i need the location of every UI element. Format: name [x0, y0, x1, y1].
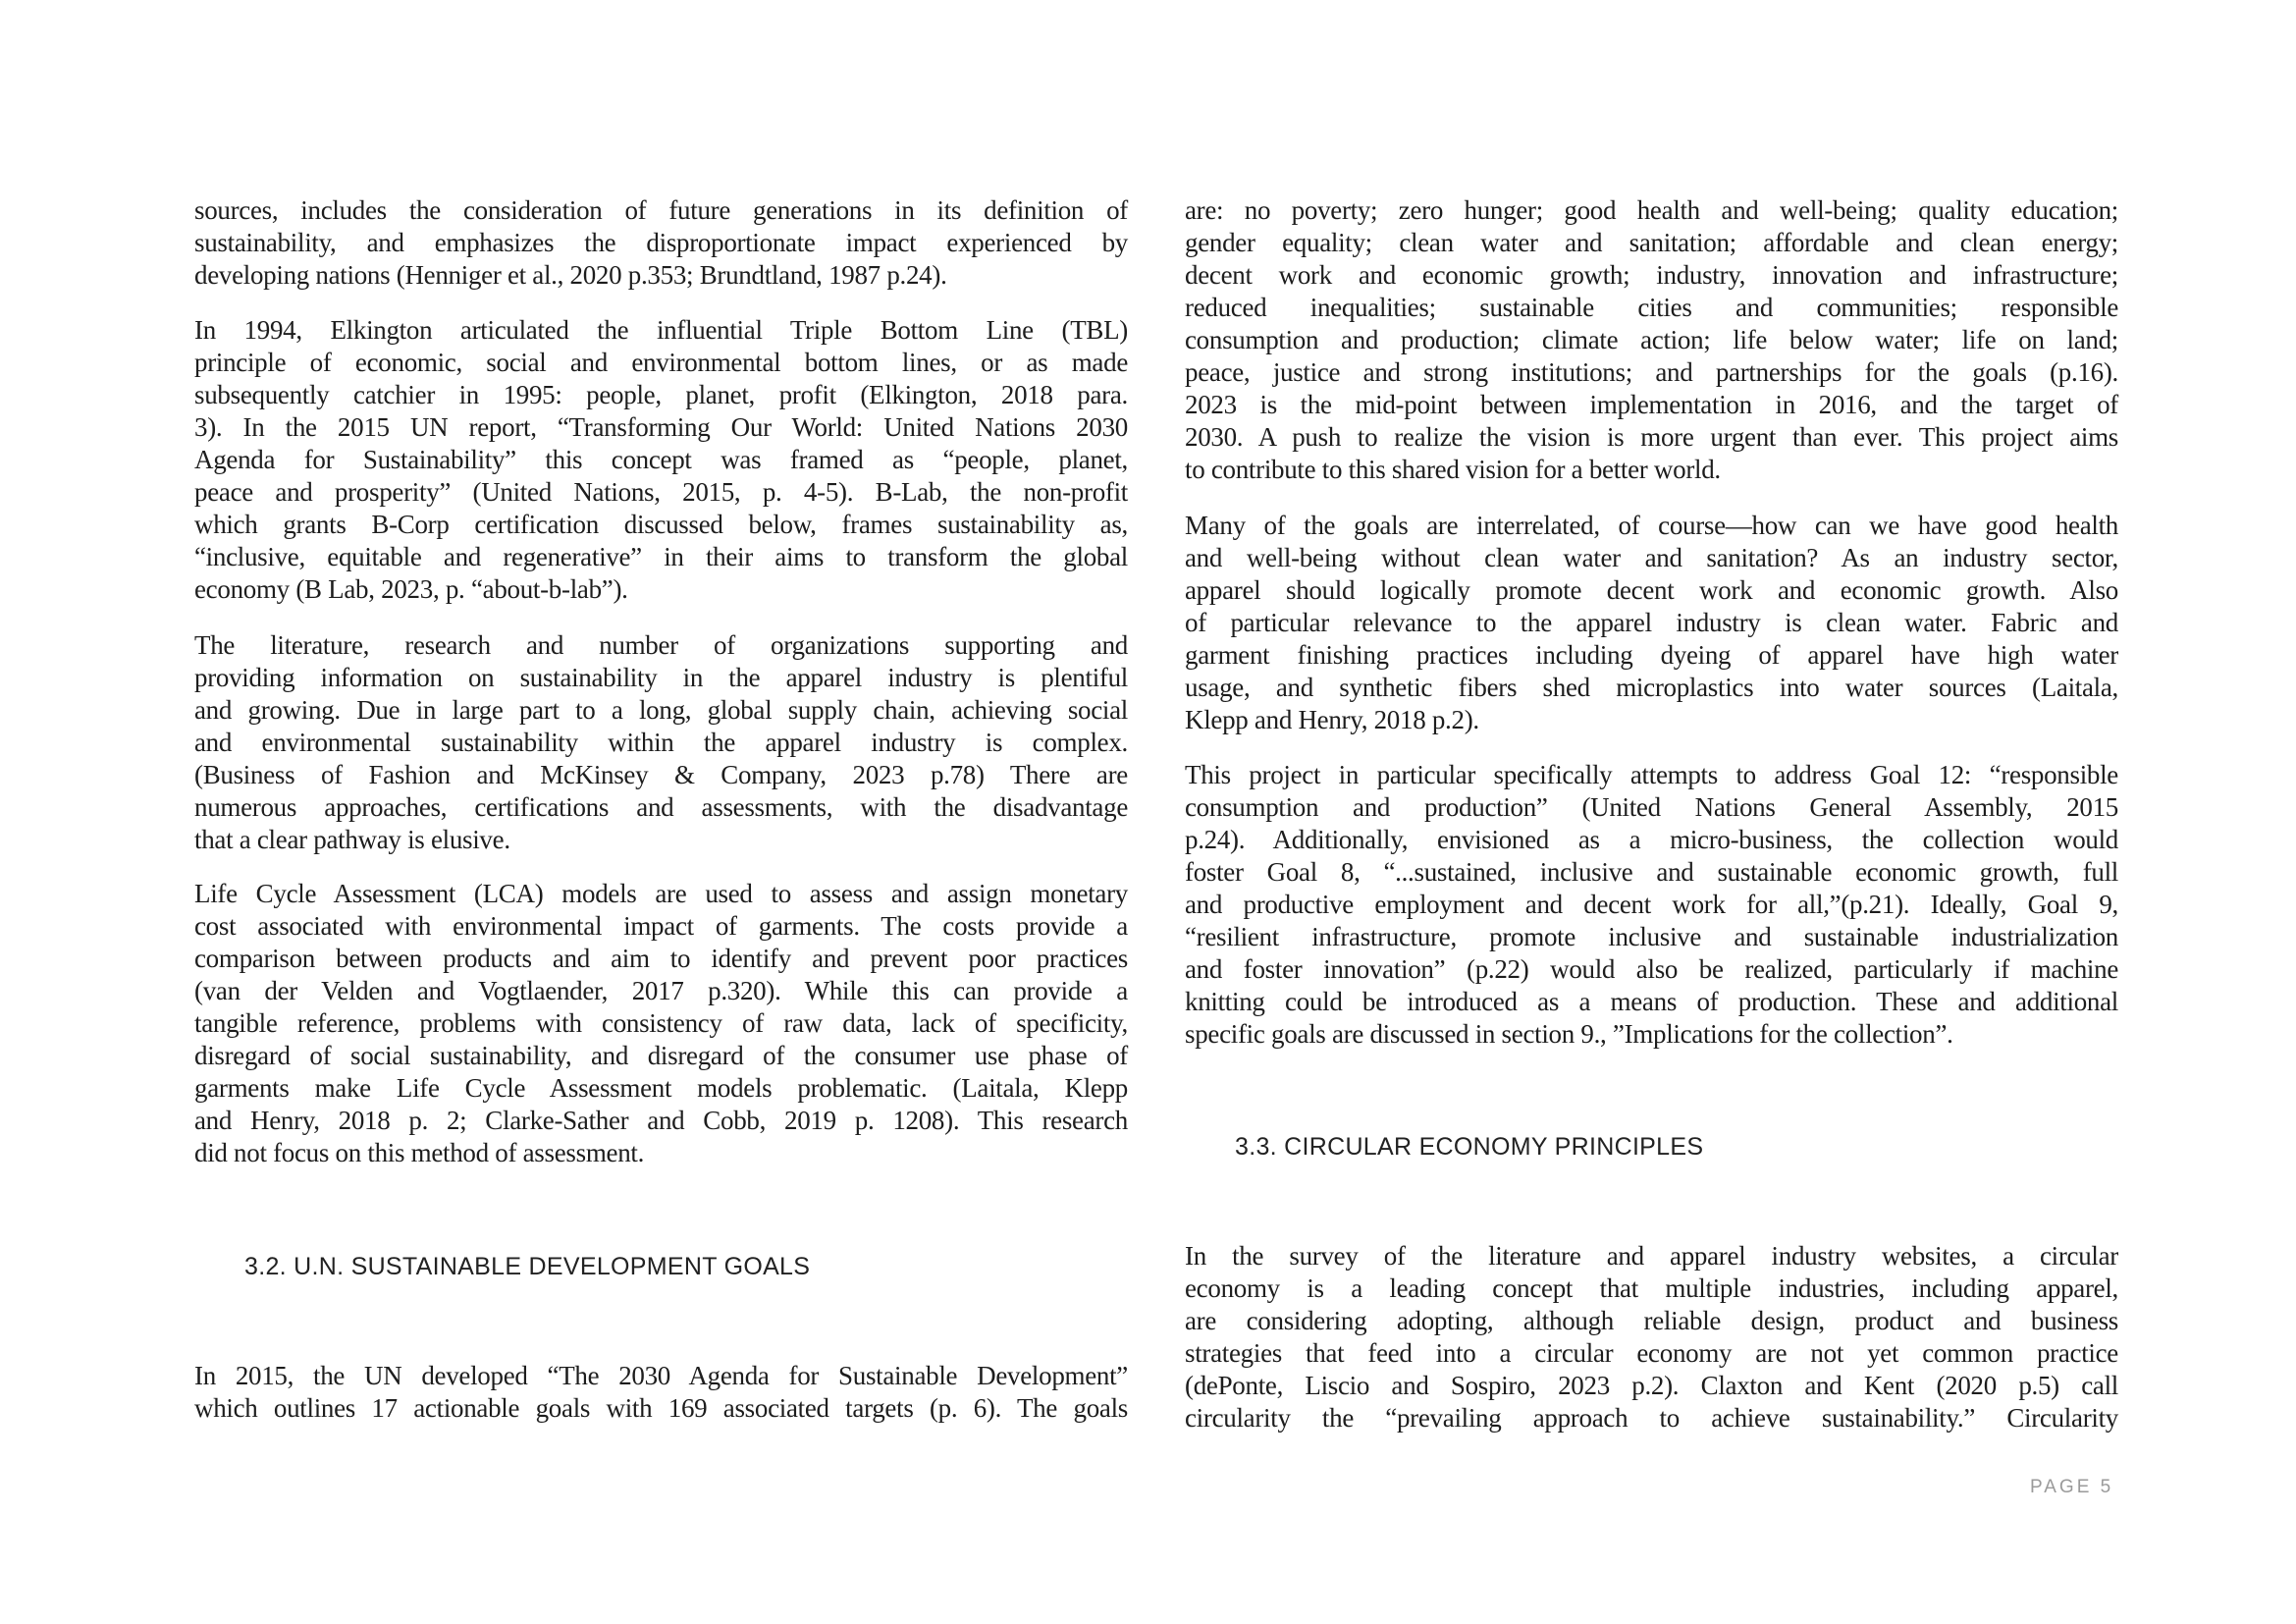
- text-line: (Business of Fashion and McKinsey & Company, 2023 p.78) There are: [194, 760, 1128, 789]
- text-line: cost associated with environmental impact of garments. The costs provide a: [194, 911, 1128, 941]
- paragraph: [194, 1360, 1128, 1425]
- text-line: and Henry, 2018 p. 2; Clarke-Sather and Cobb, 2019 p. 1208). This research: [194, 1106, 1128, 1135]
- text-line: consumption and production; climate action; life below water; life on land;: [1185, 325, 2118, 354]
- text-line: Life Cycle Assessment (LCA) models are used to assess and assign monetary: [194, 879, 1128, 908]
- text-line: “resilient infrastructure, promote inclusive and sustainable industrialization: [1185, 922, 2118, 951]
- text-line: numerous approaches, certifications and assessments, with the disadvantage: [194, 792, 1128, 822]
- text-line: did not focus on this method of assessment.: [194, 1138, 645, 1167]
- paragraph: [1185, 510, 2118, 736]
- text-line: apparel should logically promote decent work and economic growth. Also: [1185, 575, 2118, 605]
- paragraph: [1185, 759, 2118, 1051]
- text-line: garment finishing practices including dyeing of apparel have high water: [1185, 640, 2118, 670]
- text-line: that a clear pathway is elusive.: [194, 825, 510, 854]
- text-line: are considering adopting, although reliable design, product and business: [1185, 1306, 2118, 1335]
- paragraph: [194, 194, 1128, 292]
- text-line: Agenda for Sustainability” this concept was framed as “people, planet,: [194, 445, 1128, 474]
- text-line: and well-being without clean water and sanitation? As an industry sector,: [1185, 543, 2118, 572]
- paragraph: [194, 878, 1128, 1169]
- paragraph: [1185, 194, 2118, 486]
- text-line: which outlines 17 actionable goals with 169 associated targets (p. 6). The goals: [194, 1393, 1128, 1423]
- text-line: and productive employment and decent work for all,”(p.21). Ideally, Goal 9,: [1185, 890, 2118, 919]
- text-line: In 1994, Elkington articulated the influential Triple Bottom Line (TBL): [194, 315, 1128, 345]
- text-line: 2030. A push to realize the vision is more urgent than ever. This project aims: [1185, 422, 2118, 452]
- text-line: foster Goal 8, “...sustained, inclusive and sustainable economic growth, full: [1185, 857, 2118, 887]
- text-line: of particular relevance to the apparel industry is clean water. Fabric and: [1185, 608, 2118, 637]
- text-line: Klepp and Henry, 2018 p.2).: [1185, 705, 1479, 734]
- page-number: PAGE 5: [2030, 1477, 2114, 1497]
- text-line: 3). In the 2015 UN report, “Transforming Our World: United Nations 2030: [194, 412, 1128, 442]
- text-line: and foster innovation” (p.22) would also be realized, particularly if machine: [1185, 954, 2118, 984]
- text-line: disregard of social sustainability, and disregard of the consumer use phase of: [194, 1041, 1128, 1070]
- text-line: subsequently catchier in 1995: people, planet, profit (Elkington, 2018 para.: [194, 380, 1128, 409]
- text-line: p.24). Additionally, envisioned as a micro-business, the collection would: [1185, 825, 2118, 854]
- section-heading-3-3: 3.3. CIRCULAR ECONOMY PRINCIPLES: [1235, 1133, 1704, 1161]
- text-line: knitting could be introduced as a means of production. These and additional: [1185, 987, 2118, 1016]
- text-line: The literature, research and number of organizations supporting and: [194, 630, 1128, 660]
- text-line: providing information on sustainability in the apparel industry is plentiful: [194, 663, 1128, 692]
- text-line: and growing. Due in large part to a long, global supply chain, achieving social: [194, 695, 1128, 725]
- text-line: developing nations (Henniger et al., 2020 p.353; Brundtland, 1987 p.24).: [194, 260, 947, 290]
- section-heading-3-2: 3.2. U.N. SUSTAINABLE DEVELOPMENT GOALS: [244, 1253, 811, 1280]
- text-line: sustainability, and emphasizes the disproportionate impact experienced by: [194, 228, 1128, 257]
- text-line: “inclusive, equitable and regenerative” in their aims to transform the global: [194, 542, 1128, 571]
- paragraph: [194, 314, 1128, 606]
- paragraph: [194, 629, 1128, 856]
- text-line: tangible reference, problems with consistency of raw data, lack of specificity,: [194, 1008, 1128, 1038]
- text-line: reduced inequalities; sustainable cities and communities; responsible: [1185, 293, 2118, 322]
- text-line: In 2015, the UN developed “The 2030 Agenda for Sustainable Development”: [194, 1361, 1128, 1390]
- text-line: which grants B-Corp certification discussed below, frames sustainability as,: [194, 510, 1128, 539]
- text-line: are: no poverty; zero hunger; good health and well-being; quality education;: [1185, 195, 2118, 225]
- text-line: decent work and economic growth; industry, innovation and infrastructure;: [1185, 260, 2118, 290]
- text-line: sources, includes the consideration of future generations in its definition of: [194, 195, 1128, 225]
- text-line: principle of economic, social and environmental bottom lines, or as made: [194, 348, 1128, 377]
- text-line: usage, and synthetic fibers shed microplastics into water sources (Laitala,: [1185, 673, 2118, 702]
- text-line: Many of the goals are interrelated, of course—how can we have good health: [1185, 511, 2118, 540]
- text-line: to contribute to this shared vision for a better world.: [1185, 455, 1721, 484]
- text-line: (van der Velden and Vogtlaender, 2017 p.320). While this can provide a: [194, 976, 1128, 1005]
- paragraph: [1185, 1240, 2118, 1435]
- text-line: consumption and production” (United Nations General Assembly, 2015: [1185, 792, 2118, 822]
- text-line: strategies that feed into a circular economy are not yet common practice: [1185, 1338, 2118, 1368]
- text-line: This project in particular specifically attempts to address Goal 12: “responsible: [1185, 760, 2118, 789]
- text-line: 2023 is the mid-point between implementation in 2016, and the target of: [1185, 390, 2118, 419]
- text-line: circularity the “prevailing approach to achieve sustainability.” Circularity: [1185, 1403, 2118, 1433]
- text-line: In the survey of the literature and apparel industry websites, a circular: [1185, 1241, 2118, 1271]
- text-line: economy (B Lab, 2023, p. “about-b-lab”).: [194, 574, 628, 604]
- text-line: garments make Life Cycle Assessment models problematic. (Laitala, Klepp: [194, 1073, 1128, 1103]
- text-line: peace and prosperity” (United Nations, 2015, p. 4-5). B-Lab, the non-profit: [194, 477, 1128, 507]
- text-line: gender equality; clean water and sanitation; affordable and clean energy;: [1185, 228, 2118, 257]
- text-line: comparison between products and aim to identify and prevent poor practices: [194, 944, 1128, 973]
- text-line: specific goals are discussed in section 9., ”Implications for the collection”.: [1185, 1019, 1953, 1049]
- text-line: (dePonte, Liscio and Sospiro, 2023 p.2). Claxton and Kent (2020 p.5) call: [1185, 1371, 2118, 1400]
- text-line: and environmental sustainability within the apparel industry is complex.: [194, 728, 1128, 757]
- text-line: economy is a leading concept that multiple industries, including apparel,: [1185, 1273, 2118, 1303]
- text-line: peace, justice and strong institutions; and partnerships for the goals (p.16).: [1185, 357, 2118, 387]
